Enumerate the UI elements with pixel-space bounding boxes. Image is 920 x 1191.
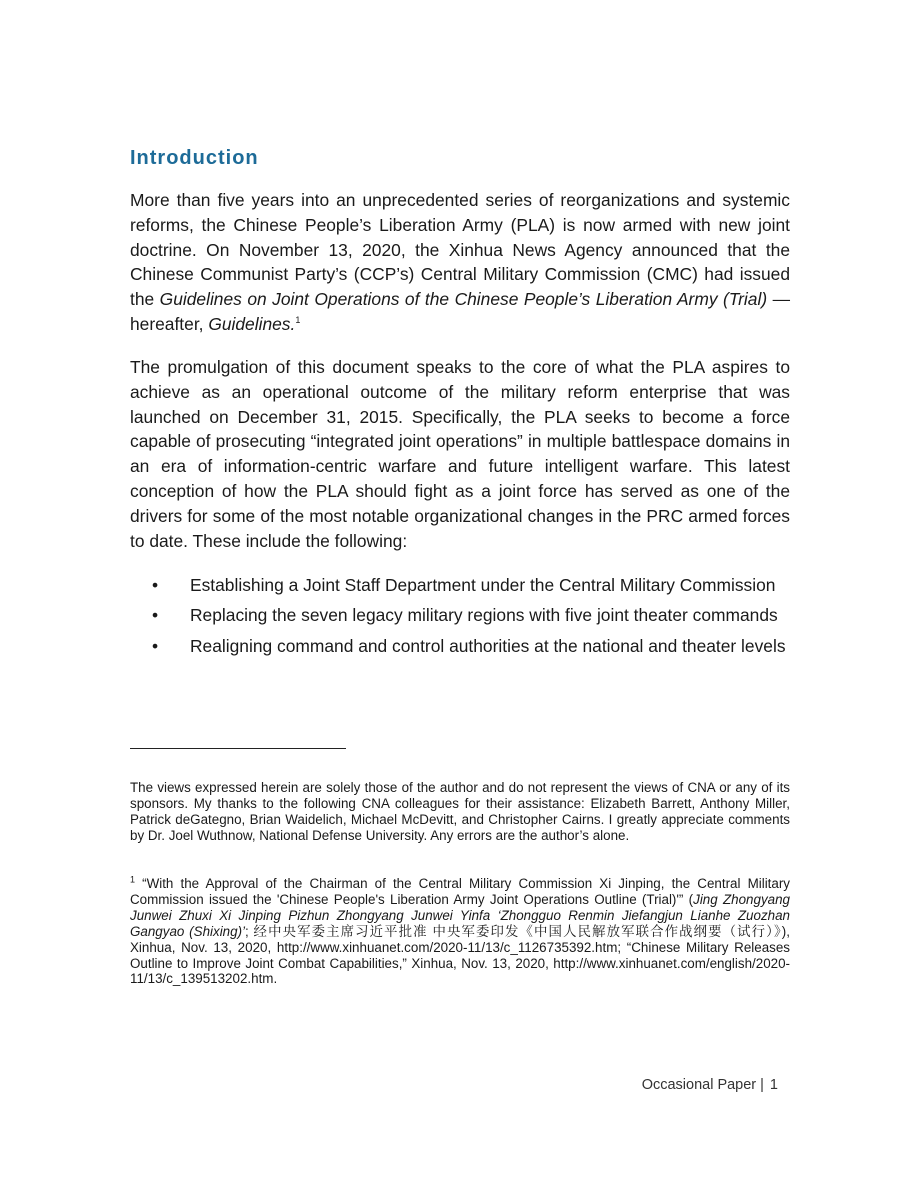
list-item: [130, 603, 790, 628]
bullet-icon: •: [152, 635, 159, 656]
intro-paragraph-2: The promulgation of this document speaks to the core of what the PLA aspires to achieve as an operational outcome of the military reform enterprise that was launched on December 31, 2015. Specifically, the PLA seeks to become a force capable of prosecuting “integrated joint operations” in multiple battlespace domains in an era of information-centric warfare and future intelligent warfare. This latest conception of how the PLA should fight as a joint force has served as one of the drivers for some of the most notable organizational changes in the PRC armed forces to date. These include the following:: [130, 357, 790, 551]
paragraph-text: — hereafter,: [130, 289, 790, 334]
bullet-icon: •: [152, 605, 159, 626]
list-item-text: Establishing a Joint Staff Department under the Central Military Commission: [190, 575, 776, 595]
section-heading: Introduction: [130, 147, 259, 169]
guidelines-short-title: Guidelines.: [208, 313, 296, 334]
page-number: 1: [769, 1077, 778, 1093]
list-item-text: Realigning command and control authorities at the national and theater levels: [190, 635, 786, 656]
intro-paragraph-1: [130, 188, 790, 337]
list-item-text: Replacing the seven legacy military regions with five joint theater commands: [190, 605, 778, 626]
list-item: [130, 573, 790, 598]
footnote-divider: [130, 748, 346, 749]
paragraph-text: More than five years into an unprecedented series of reorganizations and systemic reforms, the Chinese People’s Liberation Army (PLA) is now armed with new joint doctrine. On November 13, 2020, the Xinhua News Agency announced that the Chinese Communist Party’s (CCP’s) Central Military Commission (CMC) had issued the: [130, 190, 790, 310]
reform-list: [130, 573, 790, 664]
author-footnote: The views expressed herein are solely those of the author and do not represent the views of CNA or any of its sponsors. My thanks to the following CNA colleagues for their assistance: Elizabeth Barrett, Anthony Miller, Patrick deGategno, Brian Waidelich, Michael McDevitt, and Christopher Cairns. I greatly appreciate comments by Dr. Joel Wuthnow, National Defense University. Any errors are the author’s alone.: [130, 780, 790, 843]
footnote-1: [130, 876, 790, 987]
bullet-icon: •: [152, 575, 159, 595]
footnote-pinyin-title: Jing Zhongyang Junwei Zhuxi Xi Jinping Pizhun Zhongyang Junwei Yinfa ‘Zhongguo Renmin Jiefangjun Lianhe Zuozhan Gangyao (Shixing)’: [130, 891, 790, 939]
footer-separator: |: [760, 1077, 764, 1093]
footnote-reference[interactable]: 1: [295, 315, 301, 326]
list-item: [130, 634, 790, 659]
footer-label: Occasional Paper: [641, 1077, 757, 1093]
footnote-text: ; 经中央军委主席习近平批准 中央军委印发《中国人民解放军联合作战纲要（试行）》), Xinhua, Nov. 13, 2020, http://www.xinhuanet.com/2020-11/13/c_1126735392.htm; “Chinese Military Releases Outline to Improve Joint Combat Capabilities,” Xinhua, Nov. 13, 2020, http://www.xinhuanet.com/english/2020-11/13/c_139513202.htm.: [130, 923, 790, 987]
footnote-number: 1: [130, 874, 136, 885]
guidelines-title: Guidelines on Joint Operations of the Chinese People’s Liberation Army (Trial): [159, 289, 768, 310]
footnote-text: “With the Approval of the Chairman of the Central Military Commission Xi Jinping, the Central Military Commission issued the 'Chinese People's Liberation Army Joint Operations Outline (Trial)'” (: [130, 876, 790, 907]
page-footer: [642, 1077, 778, 1093]
